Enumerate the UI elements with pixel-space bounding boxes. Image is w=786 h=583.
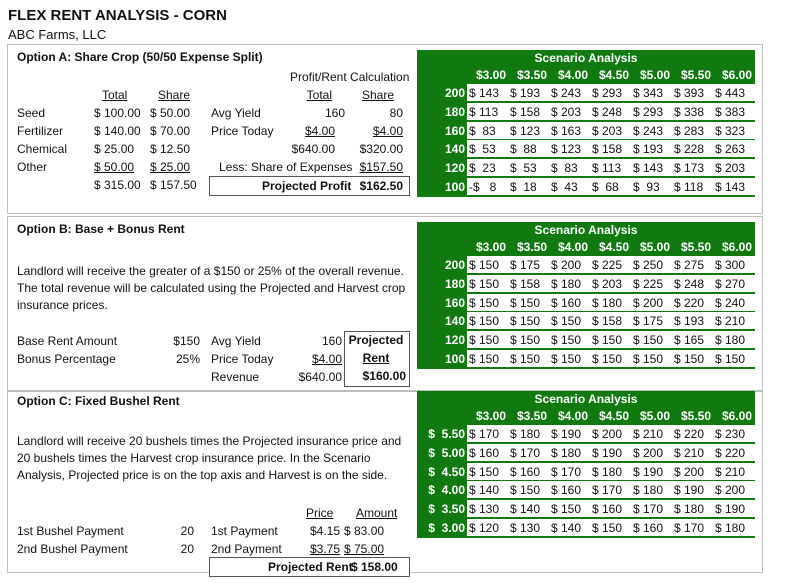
option-a-col-share: Share <box>158 88 191 102</box>
scenario-cell: $ 160 <box>510 464 541 479</box>
row-header: $ 5.00 <box>428 445 465 460</box>
price-today-total: $4.00 <box>304 124 335 138</box>
scenario-cell: $ 150 <box>551 352 582 366</box>
projected-label: Projected <box>348 333 404 347</box>
scenario-cell: $ 123 <box>510 123 541 138</box>
payment1-price: $4.15 <box>309 524 340 538</box>
scenario-cell: $ 180 <box>551 445 582 460</box>
price-header: $5.50 <box>680 409 711 423</box>
payment1-label: 1st Bushel Payment <box>17 524 124 538</box>
price-header: $5.00 <box>639 409 670 423</box>
option-b-heading: Option B: Base + Bonus Rent <box>17 222 185 236</box>
scenario-cell: $ 53 <box>510 161 537 176</box>
scenario-cell: $ 23 <box>469 161 496 176</box>
price-header: $3.50 <box>516 68 547 82</box>
scenario-cell: $ 200 <box>715 483 746 498</box>
price-header: $6.00 <box>721 409 752 423</box>
avg-yield-value: 160 <box>321 334 342 348</box>
base-rent-label: Base Rent Amount <box>17 334 118 348</box>
scenario-cell: $ 203 <box>715 161 746 176</box>
price-header: $3.50 <box>516 240 547 254</box>
scenario-cell: $ 383 <box>715 104 746 119</box>
row-header: $ 4.50 <box>428 464 465 479</box>
scenario-cell: $ 150 <box>633 333 664 348</box>
projected-rent-value: $ 158.00 <box>351 560 398 574</box>
scenario-cell: $ 180 <box>674 502 705 517</box>
expense-share: $ 25.00 <box>150 160 191 174</box>
scenario-cell: $ 210 <box>715 464 746 479</box>
scenario-cell: $ 158 <box>510 104 541 119</box>
price-today-share: $4.00 <box>372 124 403 138</box>
row-header: 180 <box>444 104 465 119</box>
price-header: $3.00 <box>475 240 506 254</box>
scenario-cell: $ 158 <box>592 142 623 157</box>
scenario-cell: $ 275 <box>674 258 705 272</box>
scenario-cell: $ 150 <box>592 333 623 348</box>
scenario-cell: $ 283 <box>674 123 705 138</box>
scenario-cell: $ 130 <box>510 521 541 535</box>
scenario-cell: $ 243 <box>551 86 582 100</box>
option-c-desc-line3: Analysis, Projected price is on the top axis and Harvest is on the side. <box>17 468 388 482</box>
scenario-cell: $ 193 <box>674 314 705 329</box>
avg-yield-share: 80 <box>389 106 403 120</box>
bonus-percentage-label: Bonus Percentage <box>17 352 116 366</box>
scenario-cell: $ 140 <box>469 483 500 498</box>
scenario-cell: $ 150 <box>469 464 500 479</box>
expense-total: $ 50.00 <box>94 160 135 174</box>
scenario-cell: $ 150 <box>592 521 623 535</box>
scenario-cell: $ 83 <box>469 123 496 138</box>
scenario-cell: $ 300 <box>715 258 746 272</box>
price-header: $6.00 <box>721 240 752 254</box>
row-header: 140 <box>444 314 465 329</box>
scenario-cell: $ 270 <box>715 276 746 291</box>
row-header: 160 <box>444 123 465 138</box>
scenario-cell: $ 143 <box>633 161 664 176</box>
scenario-cell: $ 150 <box>469 314 500 329</box>
scenario-cell: $ 193 <box>510 86 541 100</box>
projected-profit-value: $162.50 <box>359 179 403 193</box>
option-b-desc-line2: The total revenue will be calculated using the Projected and Harvest crop <box>17 281 406 295</box>
scenario-cell: $ 343 <box>633 86 664 100</box>
scenario-cell: $ 200 <box>633 295 664 310</box>
scenario-cell: $ 170 <box>633 502 664 517</box>
scenario-cell: $ 150 <box>510 483 541 498</box>
row-header: 100 <box>444 180 465 194</box>
scenario-cell: $ 83 <box>551 161 578 176</box>
scenario-cell: $ 180 <box>715 333 746 348</box>
payment2-price: $3.75 <box>309 542 340 556</box>
price-header: $4.00 <box>557 68 588 82</box>
less-share-value: $157.50 <box>359 160 403 174</box>
scenario-cell: $ 200 <box>551 258 582 272</box>
scenario-cell: $ 68 <box>592 180 619 194</box>
col-price: Price <box>306 506 334 520</box>
expense-total: $ 100.00 <box>94 106 141 120</box>
option-c-heading: Option C: Fixed Bushel Rent <box>17 394 180 408</box>
row-header: 180 <box>444 276 465 291</box>
scenario-cell: $ 163 <box>551 123 582 138</box>
scenario-cell: $ 123 <box>551 142 582 157</box>
scenario-title: Scenario Analysis <box>534 392 638 406</box>
payment1-name: 1st Payment <box>211 524 278 538</box>
scenario-cell: $ 243 <box>633 123 664 138</box>
price-header: $4.50 <box>598 240 629 254</box>
scenario-cell: $ 150 <box>469 276 500 291</box>
option-a-heading: Option A: Share Crop (50/50 Expense Split) <box>17 50 263 64</box>
scenario-cell: $ 130 <box>469 502 500 517</box>
page-title: FLEX RENT ANALYSIS - CORN <box>8 7 227 24</box>
scenario-cell: $ 18 <box>510 180 537 194</box>
col-amount: Amount <box>356 506 398 520</box>
scenario-cell: $ 180 <box>715 521 746 535</box>
payment2-amount: $ 75.00 <box>344 542 385 556</box>
scenario-title: Scenario Analysis <box>534 223 638 237</box>
scenario-cell: $ 248 <box>674 276 705 291</box>
scenario-cell: $ 203 <box>592 123 623 138</box>
scenario-cell: $ 263 <box>715 142 746 157</box>
scenario-cell: $ 143 <box>469 86 500 100</box>
option-c-desc-line2: 20 bushels times the Harvest crop insurance price. In the Scenario <box>17 451 371 465</box>
scenario-cell: $ 443 <box>715 86 746 100</box>
scenario-cell: $ 93 <box>633 180 660 194</box>
scenario-cell: $ 150 <box>633 352 664 366</box>
expense-share: $ 70.00 <box>150 124 191 138</box>
scenario-cell: $ 203 <box>592 276 623 291</box>
price-header: $5.50 <box>680 68 711 82</box>
expense-label: Fertilizer <box>17 124 64 138</box>
scenario-cell: $ 190 <box>715 502 746 517</box>
price-header: $5.00 <box>639 240 670 254</box>
scenario-cell: $ 150 <box>469 333 500 348</box>
scenario-cell: $ 150 <box>510 314 541 329</box>
scenario-cell: $ 190 <box>674 483 705 498</box>
scenario-cell: $ 175 <box>510 258 541 272</box>
rent-label: Rent <box>362 351 390 365</box>
row-header: 120 <box>444 161 465 176</box>
option-a-calc-col-share: Share <box>361 88 394 102</box>
revenue-label: Revenue <box>211 370 260 384</box>
option-b-scenario-table <box>417 222 755 369</box>
scenario-cell: $ 160 <box>469 445 500 460</box>
scenario-cell: $ 230 <box>715 427 746 441</box>
revenue-share: $320.00 <box>359 142 403 156</box>
expense-share: $ 50.00 <box>150 106 191 120</box>
option-c-desc-line1: Landlord will receive 20 bushels times the Projected insurance price and <box>17 434 402 448</box>
scenario-cell: $ 338 <box>674 104 705 119</box>
scenario-cell: $ 150 <box>469 258 500 272</box>
bonus-percentage-value: 25% <box>175 352 200 366</box>
scenario-cell: $ 170 <box>469 427 500 441</box>
scenario-cell: $ 150 <box>469 295 500 310</box>
price-header: $4.50 <box>598 68 629 82</box>
scenario-cell: $ 43 <box>551 180 578 194</box>
scenario-cell: $ 250 <box>633 258 664 272</box>
scenario-cell: $ 248 <box>592 104 623 119</box>
scenario-cell: $ 150 <box>469 352 500 366</box>
option-a-col-total: Total <box>102 88 128 102</box>
price-header: $5.50 <box>680 240 711 254</box>
revenue-value: $640.00 <box>298 370 342 384</box>
price-today-value: $4.00 <box>311 352 342 366</box>
payment1-amount: $ 83.00 <box>344 524 385 538</box>
scenario-cell: $ 150 <box>551 314 582 329</box>
scenario-cell: $ 113 <box>469 104 499 119</box>
price-header: $4.50 <box>598 409 629 423</box>
scenario-cell: $ 180 <box>633 483 664 498</box>
avg-yield-label: Avg Yield <box>211 106 261 120</box>
scenario-cell: $ 173 <box>674 161 705 176</box>
revenue-total: $640.00 <box>291 142 335 156</box>
expense-total: $ 25.00 <box>94 142 135 156</box>
scenario-cell: $ 200 <box>592 427 623 441</box>
scenario-cell: $ 53 <box>469 142 496 157</box>
projected-rent-value: $160.00 <box>362 369 406 383</box>
scenario-cell: $ 190 <box>633 464 664 479</box>
scenario-cell: $ 150 <box>715 352 746 366</box>
scenario-cell: $ 240 <box>715 295 746 310</box>
price-header: $6.00 <box>721 68 752 82</box>
price-header: $4.00 <box>557 409 588 423</box>
scenario-cell: $ 170 <box>592 483 623 498</box>
scenario-cell: $ 150 <box>551 333 582 348</box>
scenario-cell: $ 323 <box>715 123 746 138</box>
scenario-cell: $ 175 <box>633 314 664 329</box>
option-b-desc-line3: insurance prices. <box>17 298 108 312</box>
expense-label: Other <box>17 160 48 174</box>
scenario-title: Scenario Analysis <box>534 51 638 65</box>
scenario-cell: $ 200 <box>674 464 705 479</box>
scenario-cell: $ 118 <box>674 180 704 194</box>
payment2-name: 2nd Payment <box>211 542 282 556</box>
option-a-scenario-table <box>417 50 755 197</box>
expense-total: $ 140.00 <box>94 124 141 138</box>
payment1-bushels: 20 <box>180 524 194 538</box>
scenario-cell: $ 160 <box>592 502 623 517</box>
scenario-cell: $ 150 <box>551 502 582 517</box>
scenario-cell: $ 150 <box>592 352 623 366</box>
scenario-cell: $ 220 <box>715 445 746 460</box>
row-header: 120 <box>444 333 465 348</box>
option-a-calc-col-total: Total <box>306 88 332 102</box>
option-a-calc-header: Profit/Rent Calculation <box>290 70 410 84</box>
scenario-cell: $ 293 <box>633 104 664 119</box>
scenario-cell: $ 160 <box>551 483 582 498</box>
scenario-cell: $ 193 <box>633 142 664 157</box>
scenario-cell: $ 180 <box>510 427 541 441</box>
scenario-cell: $ 210 <box>674 445 705 460</box>
expense-label: Seed <box>17 106 46 120</box>
row-header: 200 <box>444 258 465 272</box>
scenario-cell: $ 158 <box>510 276 541 291</box>
scenario-cell: $ 113 <box>592 161 622 176</box>
scenario-cell: $ 180 <box>592 464 623 479</box>
option-c-scenario-table <box>417 391 755 538</box>
scenario-cell: $ 225 <box>633 276 664 291</box>
scenario-cell: $ 170 <box>510 445 541 460</box>
price-header: $3.00 <box>475 409 506 423</box>
less-share-label: Less: Share of Expenses <box>219 160 353 174</box>
payment2-label: 2nd Bushel Payment <box>17 542 128 556</box>
scenario-cell: $ 170 <box>674 521 705 535</box>
row-header: 140 <box>444 142 465 157</box>
row-header: 200 <box>444 86 465 100</box>
scenario-cell: $ 225 <box>592 258 623 272</box>
avg-yield-total: 160 <box>324 106 345 120</box>
expense-sum-total: $ 315.00 <box>94 178 141 192</box>
projected-profit-label: Projected Profit <box>262 179 352 193</box>
scenario-cell: $ 190 <box>592 445 623 460</box>
scenario-cell: -$ 8 <box>469 180 497 194</box>
scenario-cell: $ 143 <box>715 180 746 194</box>
scenario-cell: $ 180 <box>551 276 582 291</box>
scenario-cell: $ 120 <box>469 521 500 535</box>
row-header: 100 <box>444 352 465 366</box>
scenario-cell: $ 150 <box>510 352 541 366</box>
row-header: $ 3.50 <box>428 502 465 517</box>
scenario-cell: $ 220 <box>674 427 705 441</box>
scenario-cell: $ 190 <box>551 427 582 441</box>
expense-label: Chemical <box>17 142 68 156</box>
scenario-cell: $ 180 <box>592 295 623 310</box>
scenario-cell: $ 393 <box>674 86 705 100</box>
price-header: $3.50 <box>516 409 547 423</box>
scenario-cell: $ 228 <box>674 142 705 157</box>
price-today-label: Price Today <box>211 352 274 366</box>
scenario-cell: $ 165 <box>674 333 705 348</box>
scenario-cell: $ 293 <box>592 86 623 100</box>
scenario-cell: $ 150 <box>510 333 541 348</box>
scenario-cell: $ 88 <box>510 142 537 157</box>
scenario-cell: $ 158 <box>592 314 623 329</box>
price-header: $5.00 <box>639 68 670 82</box>
row-header: $ 3.00 <box>428 521 465 535</box>
scenario-cell: $ 220 <box>674 295 705 310</box>
expense-sum-share: $ 157.50 <box>150 178 197 192</box>
scenario-cell: $ 210 <box>715 314 746 329</box>
scenario-cell: $ 140 <box>510 502 541 517</box>
scenario-cell: $ 210 <box>633 427 664 441</box>
scenario-cell: $ 170 <box>551 464 582 479</box>
option-b-desc-line1: Landlord will receive the greater of a $150 or 25% of the overall revenue. <box>17 264 404 278</box>
price-header: $3.00 <box>475 68 506 82</box>
scenario-cell: $ 203 <box>551 104 582 119</box>
scenario-cell: $ 160 <box>633 521 664 535</box>
payment2-bushels: 20 <box>180 542 194 556</box>
base-rent-value: $150 <box>173 334 200 348</box>
scenario-cell: $ 160 <box>551 295 582 310</box>
projected-rent-label: Projected Rent <box>268 560 353 574</box>
scenario-cell: $ 150 <box>674 352 705 366</box>
price-today-label: Price Today <box>211 124 274 138</box>
row-header: $ 4.00 <box>428 483 465 498</box>
scenario-cell: $ 200 <box>633 445 664 460</box>
scenario-cell: $ 140 <box>551 521 582 535</box>
farm-name: ABC Farms, LLC <box>8 27 107 42</box>
avg-yield-label: Avg Yield <box>211 334 261 348</box>
price-header: $4.00 <box>557 240 588 254</box>
row-header: $ 5.50 <box>428 427 465 441</box>
expense-share: $ 12.50 <box>150 142 191 156</box>
scenario-cell: $ 150 <box>510 295 541 310</box>
row-header: 160 <box>444 295 465 310</box>
